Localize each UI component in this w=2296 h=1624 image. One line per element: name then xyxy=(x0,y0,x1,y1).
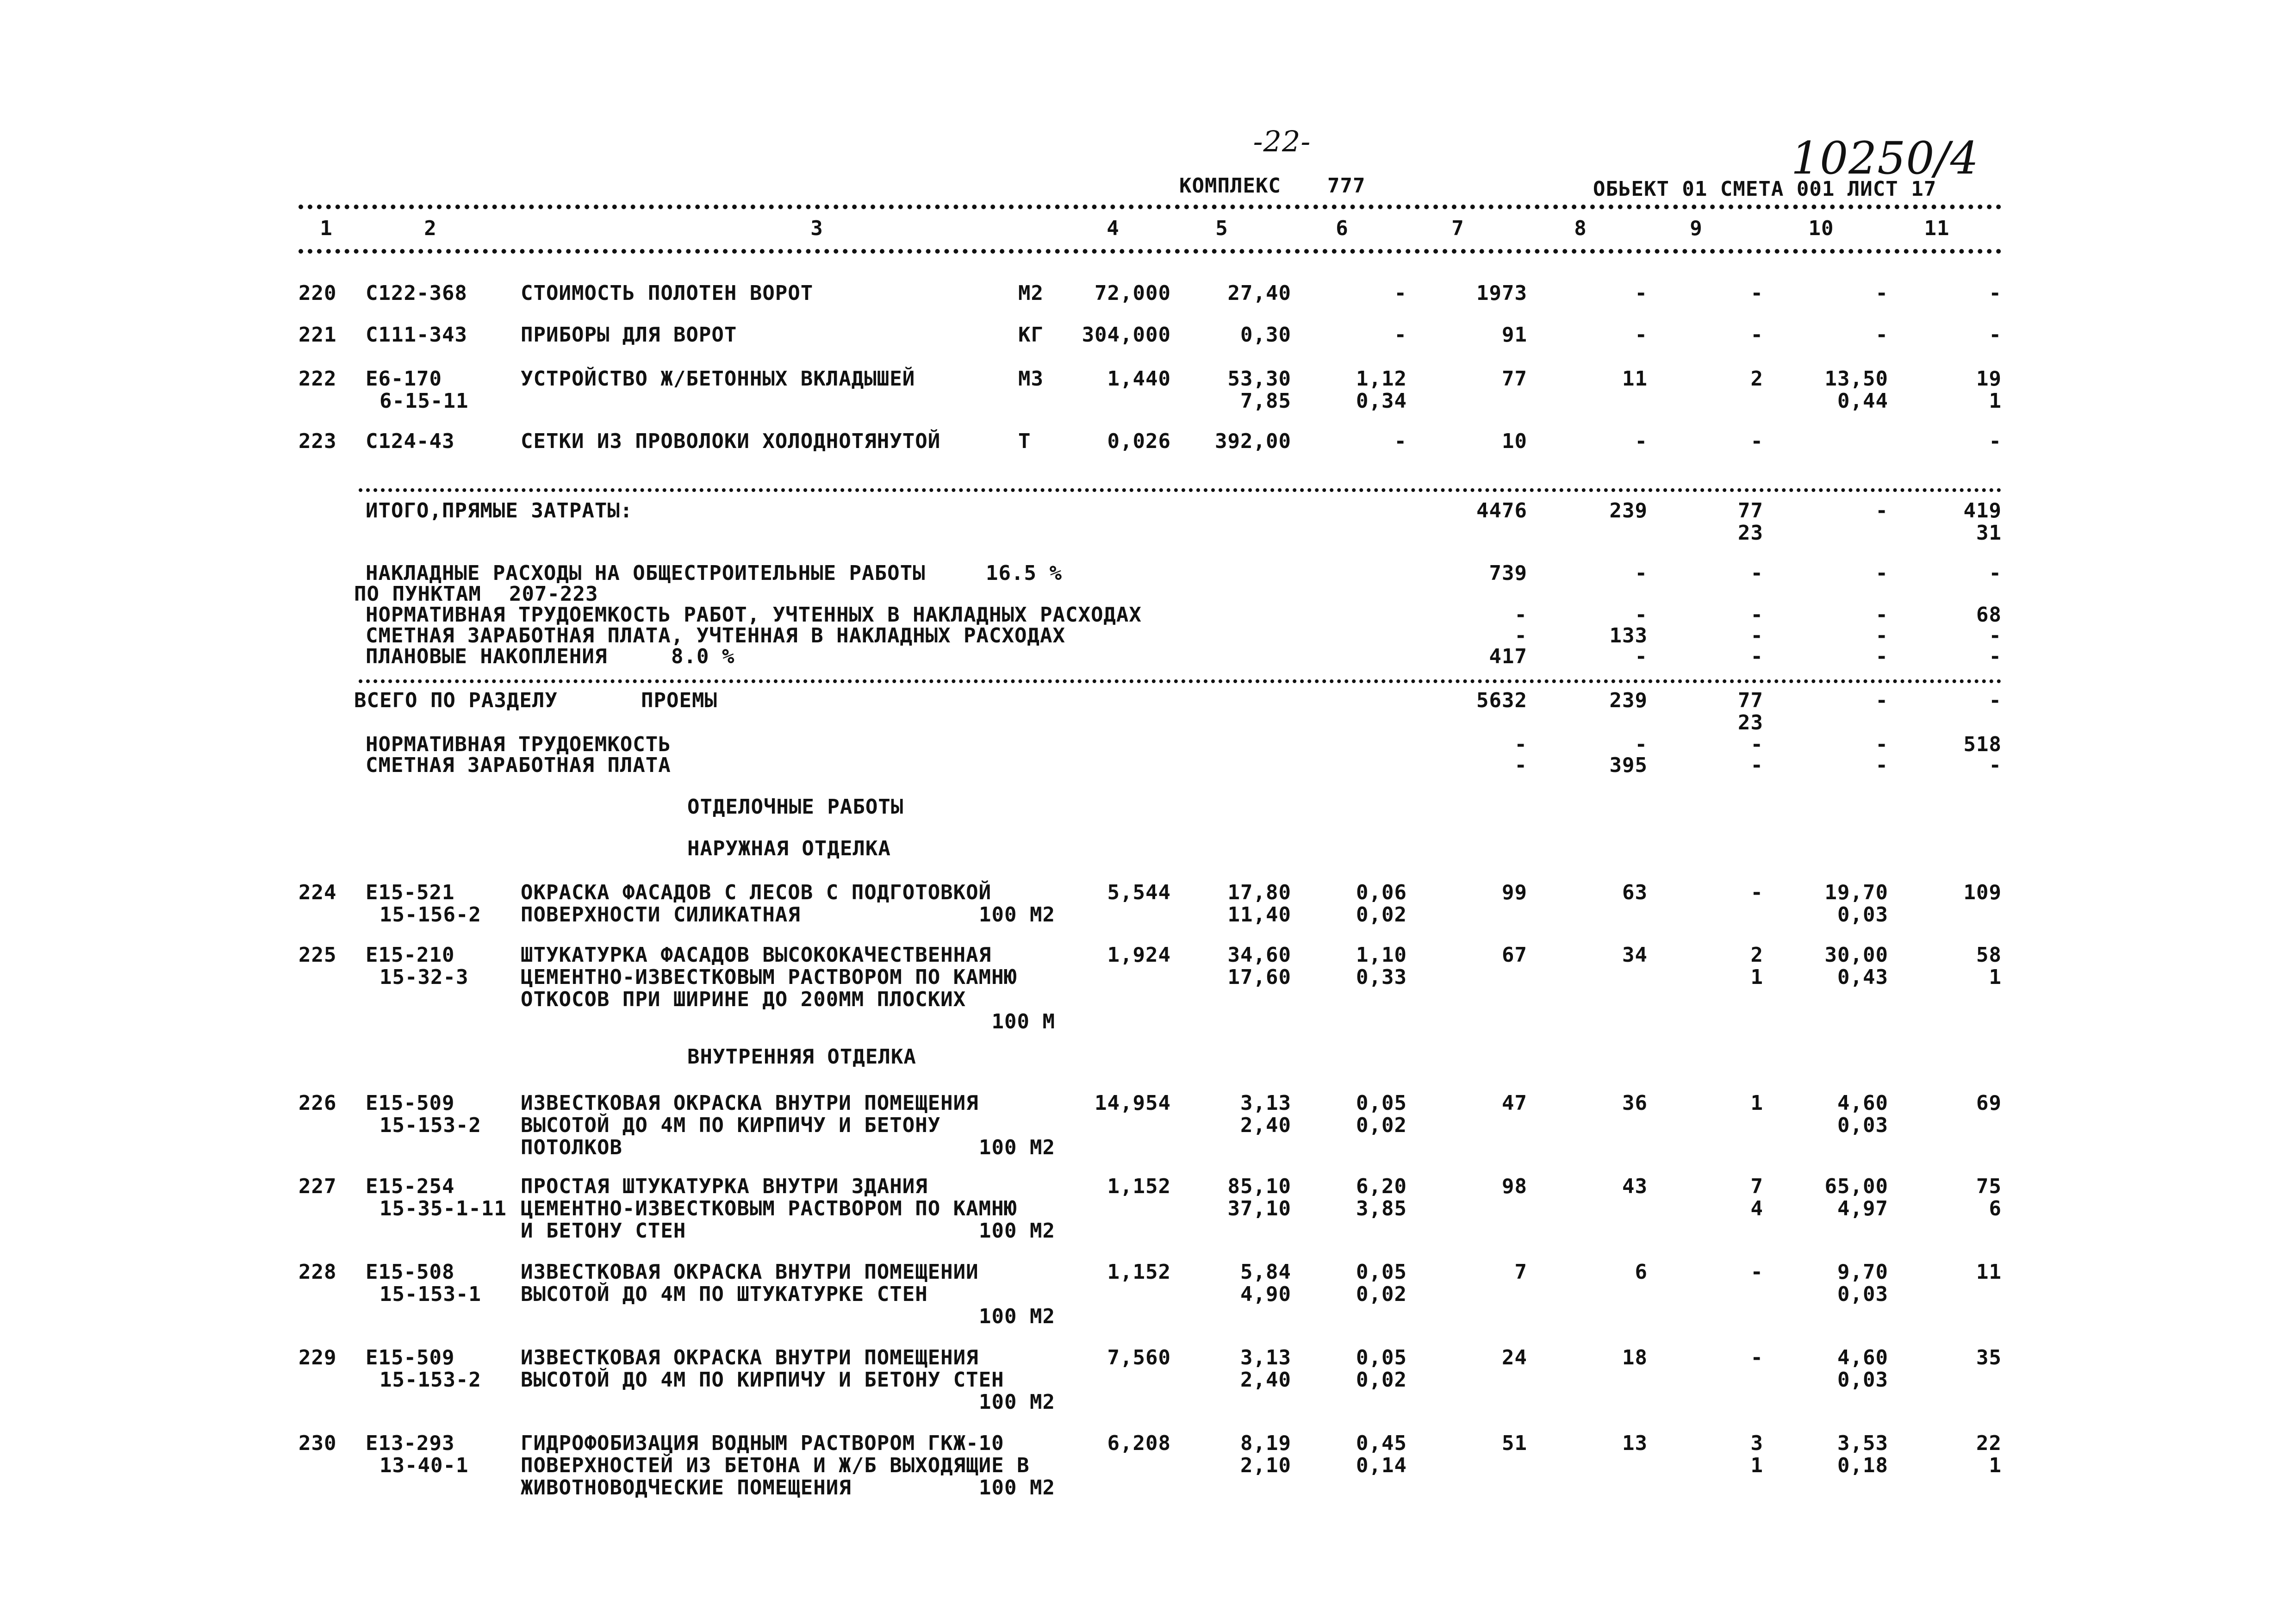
cell-c11: 22 xyxy=(1976,1431,2002,1455)
cell-c11: - xyxy=(1989,624,2002,647)
cell-c8: 43 xyxy=(1622,1175,1648,1198)
cell-c7: - xyxy=(1514,753,1527,777)
cell-c5: 392,00 xyxy=(1215,429,1291,453)
cell-c11: 11 xyxy=(1976,1260,2002,1284)
cell-c9: 4 xyxy=(1750,1197,1763,1220)
cell-c6: 0,02 xyxy=(1356,1114,1407,1137)
cell-c6: 0,05 xyxy=(1356,1260,1407,1284)
quantity: 1,152 xyxy=(1107,1260,1171,1284)
row-number: 222 xyxy=(299,367,337,391)
cell-c8: 395 xyxy=(1609,753,1648,777)
cell-c10: - xyxy=(1875,624,1888,647)
column-header-2: 2 xyxy=(424,217,437,240)
overhead-items-range: 207-223 xyxy=(509,582,598,606)
cell-c5: 34,60 xyxy=(1227,943,1291,967)
cell-c10: - xyxy=(1875,281,1888,305)
cell-c6: 0,02 xyxy=(1356,903,1407,927)
norm-code: С124-43 xyxy=(366,429,455,453)
cell-c6: 0,05 xyxy=(1356,1091,1407,1115)
cell-c8: - xyxy=(1635,323,1648,347)
cell-c9: - xyxy=(1750,1260,1763,1284)
cell-c9: 1 xyxy=(1750,1091,1763,1115)
row-number: 225 xyxy=(299,943,337,967)
cell-c7: 47 xyxy=(1502,1091,1527,1115)
unit: 100 М xyxy=(991,1010,1055,1033)
overhead-percent: 16.5 % xyxy=(986,561,1062,585)
norm-code: Е13-293 xyxy=(366,1431,455,1455)
cell-c8: 6 xyxy=(1635,1260,1648,1284)
cell-c7: 1973 xyxy=(1476,281,1527,305)
work-description: ЖИВОТНОВОДЧЕСКИЕ ПОМЕЩЕНИЯ xyxy=(521,1476,852,1500)
cell-c9: - xyxy=(1750,881,1763,904)
cell-c9: 1 xyxy=(1750,965,1763,989)
cell-c9: - xyxy=(1750,1346,1763,1369)
section-heading-exterior: НАРУЖНАЯ ОТДЕЛКА xyxy=(687,837,891,860)
norm-code: Е15-210 xyxy=(366,943,455,967)
cell-c11: 31 xyxy=(1976,521,2002,545)
cell-c10: 19,70 xyxy=(1824,881,1888,904)
cell-c11: 19 xyxy=(1976,367,2002,391)
dotted-rule-direct-total xyxy=(359,488,2002,492)
cell-c6: - xyxy=(1394,323,1407,347)
work-description: ОКРАСКА ФАСАДОВ С ЛЕСОВ С ПОДГОТОВКОЙ xyxy=(521,881,992,904)
quantity: 1,924 xyxy=(1107,943,1171,967)
column-header-4: 4 xyxy=(1107,217,1120,240)
cell-c11: 6 xyxy=(1989,1197,2002,1220)
quantity: 304,000 xyxy=(1082,323,1171,347)
norm-code: 13-40-1 xyxy=(380,1454,469,1477)
unit: Т xyxy=(1018,429,1031,453)
cell-c9: 2 xyxy=(1750,943,1763,967)
unit: 100 М2 xyxy=(979,1136,1055,1159)
unit: КГ xyxy=(1018,323,1044,347)
cell-c10: 0,03 xyxy=(1837,1282,1888,1306)
cell-c11: 518 xyxy=(1963,733,2002,756)
cell-c8: 18 xyxy=(1622,1346,1648,1369)
cell-c11: - xyxy=(1989,281,2002,305)
work-description: ПРИБОРЫ ДЛЯ ВОРОТ xyxy=(521,323,737,347)
header-rule-top xyxy=(299,205,2002,209)
column-header-11: 11 xyxy=(1924,217,1950,240)
cell-c5: 3,13 xyxy=(1240,1346,1291,1369)
norm-code: Е15-509 xyxy=(366,1346,455,1369)
row-number: 221 xyxy=(299,323,337,347)
cell-c7: 77 xyxy=(1502,367,1527,391)
row-number: 223 xyxy=(299,429,337,453)
norm-code: С122-368 xyxy=(366,281,467,305)
cell-c8: - xyxy=(1635,281,1648,305)
cell-c6: - xyxy=(1394,281,1407,305)
cell-c5: 27,40 xyxy=(1227,281,1291,305)
cell-c6: 1,10 xyxy=(1356,943,1407,967)
quantity: 1,440 xyxy=(1107,367,1171,391)
unit: 100 М2 xyxy=(979,1305,1055,1328)
cell-c10: 0,44 xyxy=(1837,389,1888,413)
cell-c9: - xyxy=(1750,429,1763,453)
planned-savings-percent: 8.0 % xyxy=(671,645,735,668)
work-description: УСТРОЙСТВО Ж/БЕТОННЫХ ВКЛАДЫШЕЙ xyxy=(521,367,915,391)
norm-code: 15-32-3 xyxy=(380,965,469,989)
cell-c5: 17,80 xyxy=(1227,881,1291,904)
cell-c7: 10 xyxy=(1502,429,1527,453)
work-description: СЕТКИ ИЗ ПРОВОЛОКИ ХОЛОДНОТЯНУТОЙ xyxy=(521,429,941,453)
cell-c8: - xyxy=(1635,561,1648,585)
work-description: ГИДРОФОБИЗАЦИЯ ВОДНЫМ РАСТВОРОМ ГКЖ-10 xyxy=(521,1431,1004,1455)
cell-c10: 4,97 xyxy=(1837,1197,1888,1220)
unit: М2 xyxy=(1018,281,1044,305)
complex-number: 777 xyxy=(1327,174,1366,198)
cell-c10: 4,60 xyxy=(1837,1091,1888,1115)
section-heading-finishing: ОТДЕЛОЧНЫЕ РАБОТЫ xyxy=(687,795,904,819)
cell-c6: 0,02 xyxy=(1356,1368,1407,1392)
quantity: 0,026 xyxy=(1107,429,1171,453)
cell-c9: 7 xyxy=(1750,1175,1763,1198)
row-number: 224 xyxy=(299,881,337,904)
work-description: ЦЕМЕНТНО-ИЗВЕСТКОВЫМ РАСТВОРОМ ПО КАМНЮ xyxy=(521,965,1017,989)
overhead-label: НАКЛАДНЫЕ РАСХОДЫ НА ОБЩЕСТРОИТЕЛЬНЫЕ РАБОТЫ xyxy=(366,561,926,585)
row-number: 227 xyxy=(299,1175,337,1198)
cell-c7: 98 xyxy=(1502,1175,1527,1198)
cell-c11: - xyxy=(1989,429,2002,453)
cell-c10: - xyxy=(1875,499,1888,523)
cell-c5: 8,19 xyxy=(1240,1431,1291,1455)
quantity: 72,000 xyxy=(1095,281,1171,305)
work-description: ИЗВЕСТКОВАЯ ОКРАСКА ВНУТРИ ПОМЕЩЕНИИ xyxy=(521,1260,979,1284)
cell-c7: 417 xyxy=(1489,645,1527,668)
unit: М3 xyxy=(1018,367,1044,391)
cell-c10: 30,00 xyxy=(1824,943,1888,967)
cell-c11: - xyxy=(1989,645,2002,668)
dotted-rule-section-total xyxy=(359,679,2002,683)
cell-c10: - xyxy=(1875,733,1888,756)
work-description: ВЫСОТОЙ ДО 4М ПО КИРПИЧУ И БЕТОНУ xyxy=(521,1114,941,1137)
cell-c7: - xyxy=(1514,624,1527,647)
norm-labor-overhead-label: НОРМАТИВНАЯ ТРУДОЕМКОСТЬ РАБОТ, УЧТЕННЫХ В НАКЛАДНЫХ РАСХОДАХ xyxy=(366,603,1142,627)
cell-c10: - xyxy=(1875,561,1888,585)
handwritten-stamp: 10250/4 xyxy=(1791,132,1979,184)
cell-c11: 1 xyxy=(1989,965,2002,989)
quantity: 14,954 xyxy=(1095,1091,1171,1115)
cell-c5: 37,10 xyxy=(1227,1197,1291,1220)
work-description: ЦЕМЕНТНО-ИЗВЕСТКОВЫМ РАСТВОРОМ ПО КАМНЮ xyxy=(521,1197,1017,1220)
cell-c7: - xyxy=(1514,603,1527,627)
cell-c9: 77 xyxy=(1738,689,1763,712)
cell-c7: 24 xyxy=(1502,1346,1527,1369)
work-description: СТОИМОСТЬ ПОЛОТЕН ВОРОТ xyxy=(521,281,814,305)
section-name: ПРОЕМЫ xyxy=(641,689,717,712)
cell-c5: 11,40 xyxy=(1227,903,1291,927)
cell-c9: 77 xyxy=(1738,499,1763,523)
cell-c9: - xyxy=(1750,753,1763,777)
column-header-3: 3 xyxy=(810,217,823,240)
cell-c9: 2 xyxy=(1750,367,1763,391)
column-header-5: 5 xyxy=(1215,217,1228,240)
cell-c5: 2,40 xyxy=(1240,1114,1291,1137)
norm-code: Е15-509 xyxy=(366,1091,455,1115)
cell-c6: 1,12 xyxy=(1356,367,1407,391)
work-description: ВЫСОТОЙ ДО 4М ПО КИРПИЧУ И БЕТОНУ СТЕН xyxy=(521,1368,1004,1392)
cell-c6: 0,05 xyxy=(1356,1346,1407,1369)
quantity: 5,544 xyxy=(1107,881,1171,904)
norm-code: С111-343 xyxy=(366,323,467,347)
cell-c11: - xyxy=(1989,753,2002,777)
cell-c8: 63 xyxy=(1622,881,1648,904)
unit: 100 М2 xyxy=(979,1219,1055,1243)
norm-code: 15-156-2 xyxy=(380,903,481,927)
unit: 100 М2 xyxy=(979,903,1055,927)
cell-c9: - xyxy=(1750,561,1763,585)
norm-code: 15-153-1 xyxy=(380,1282,481,1306)
cell-c7: 91 xyxy=(1502,323,1527,347)
quantity: 1,152 xyxy=(1107,1175,1171,1198)
cell-c10: 0,03 xyxy=(1837,903,1888,927)
cell-c10: 9,70 xyxy=(1837,1260,1888,1284)
cell-c11: 419 xyxy=(1963,499,2002,523)
row-number: 228 xyxy=(299,1260,337,1284)
work-description: ПОВЕРХНОСТЕЙ ИЗ БЕТОНА И Ж/Б ВЫХОДЯЩИЕ В xyxy=(521,1454,1030,1477)
cell-c8: - xyxy=(1635,429,1648,453)
work-description: ОТКОСОВ ПРИ ШИРИНЕ ДО 200ММ ПЛОСКИХ xyxy=(521,988,966,1011)
cell-c9: 23 xyxy=(1738,521,1763,545)
norm-code: 15-153-2 xyxy=(380,1114,481,1137)
cell-c11: - xyxy=(1989,689,2002,712)
cell-c9: 23 xyxy=(1738,711,1763,734)
cell-c6: 3,85 xyxy=(1356,1197,1407,1220)
cell-c7: 99 xyxy=(1502,881,1527,904)
cell-c5: 0,30 xyxy=(1240,323,1291,347)
cell-c10: - xyxy=(1875,753,1888,777)
wage-overhead-label: СМЕТНАЯ ЗАРАБОТНАЯ ПЛАТА, УЧТЕННАЯ В НАКЛАДНЫХ РАСХОДАХ xyxy=(366,624,1065,647)
cell-c10: - xyxy=(1875,603,1888,627)
cell-c10: 13,50 xyxy=(1824,367,1888,391)
row-number: 226 xyxy=(299,1091,337,1115)
section-heading-interior: ВНУТРЕННЯЯ ОТДЕЛКА xyxy=(687,1045,916,1069)
quantity: 7,560 xyxy=(1107,1346,1171,1369)
cell-c5: 2,40 xyxy=(1240,1368,1291,1392)
column-header-8: 8 xyxy=(1574,217,1587,240)
planned-savings-label: ПЛАНОВЫЕ НАКОПЛЕНИЯ xyxy=(366,645,608,668)
cell-c6: 6,20 xyxy=(1356,1175,1407,1198)
cell-c11: - xyxy=(1989,323,2002,347)
cell-c9: - xyxy=(1750,603,1763,627)
cell-c10: 0,03 xyxy=(1837,1368,1888,1392)
norm-code: 6-15-11 xyxy=(380,389,469,413)
work-description: ПРОСТАЯ ШТУКАТУРКА ВНУТРИ ЗДАНИЯ xyxy=(521,1175,928,1198)
column-header-6: 6 xyxy=(1336,217,1349,240)
unit: 100 М2 xyxy=(979,1476,1055,1500)
work-description: ПОТОЛКОВ xyxy=(521,1136,622,1159)
work-description: ВЫСОТОЙ ДО 4М ПО ШТУКАТУРКЕ СТЕН xyxy=(521,1282,928,1306)
norm-code: 15-35-1-11 xyxy=(380,1197,507,1220)
work-description: ИЗВЕСТКОВАЯ ОКРАСКА ВНУТРИ ПОМЕЩЕНИЯ xyxy=(521,1091,979,1115)
cell-c8: - xyxy=(1635,603,1648,627)
norm-code: Е6-170 xyxy=(366,367,442,391)
cell-c8: 133 xyxy=(1609,624,1648,647)
quantity: 6,208 xyxy=(1107,1431,1171,1455)
cell-c5: 4,90 xyxy=(1240,1282,1291,1306)
work-description: И БЕТОНУ СТЕН xyxy=(521,1219,686,1243)
cell-c8: 36 xyxy=(1622,1091,1648,1115)
cell-c5: 7,85 xyxy=(1240,389,1291,413)
cell-c8: 11 xyxy=(1622,367,1648,391)
cell-c5: 85,10 xyxy=(1227,1175,1291,1198)
cell-c11: 1 xyxy=(1989,1454,2002,1477)
cell-c10: 65,00 xyxy=(1824,1175,1888,1198)
cell-c9: - xyxy=(1750,733,1763,756)
cell-c11: 58 xyxy=(1976,943,2002,967)
column-header-10: 10 xyxy=(1808,217,1834,240)
cell-c8: - xyxy=(1635,645,1648,668)
cell-c8: 239 xyxy=(1609,499,1648,523)
norm-code: Е15-508 xyxy=(366,1260,455,1284)
cell-c7: 7 xyxy=(1514,1260,1527,1284)
norm-code: Е15-254 xyxy=(366,1175,455,1198)
column-header-7: 7 xyxy=(1451,217,1464,240)
cell-c9: - xyxy=(1750,645,1763,668)
column-header-1: 1 xyxy=(320,217,333,240)
cell-c7: 4476 xyxy=(1476,499,1527,523)
cell-c5: 2,10 xyxy=(1240,1454,1291,1477)
overhead-items-label: ПО ПУНКТАМ xyxy=(354,582,481,606)
cell-c10: - xyxy=(1875,323,1888,347)
direct-costs-label: ИТОГО,ПРЯМЫЕ ЗАТРАТЫ: xyxy=(366,499,633,523)
unit: 100 М2 xyxy=(979,1390,1055,1414)
cell-c8: 34 xyxy=(1622,943,1648,967)
cell-c11: 69 xyxy=(1976,1091,2002,1115)
cell-c6: 0,45 xyxy=(1356,1431,1407,1455)
cell-c10: 0,18 xyxy=(1837,1454,1888,1477)
cell-c10: 4,60 xyxy=(1837,1346,1888,1369)
cell-c10: 3,53 xyxy=(1837,1431,1888,1455)
cell-c7: 67 xyxy=(1502,943,1527,967)
work-description: ШТУКАТУРКА ФАСАДОВ ВЫСОКОКАЧЕСТВЕННАЯ xyxy=(521,943,992,967)
cell-c8: 239 xyxy=(1609,689,1648,712)
cell-c11: 1 xyxy=(1989,389,2002,413)
cell-c6: 0,34 xyxy=(1356,389,1407,413)
cell-c11: 109 xyxy=(1963,881,2002,904)
cell-c8: 13 xyxy=(1622,1431,1648,1455)
cell-c7: 739 xyxy=(1489,561,1527,585)
norm-code: 15-153-2 xyxy=(380,1368,481,1392)
cell-c10: 0,03 xyxy=(1837,1114,1888,1137)
cell-c10: - xyxy=(1875,689,1888,712)
row-number: 229 xyxy=(299,1346,337,1369)
cell-c6: 0,33 xyxy=(1356,965,1407,989)
cell-c5: 17,60 xyxy=(1227,965,1291,989)
section-total-label: ВСЕГО ПО РАЗДЕЛУ xyxy=(354,689,558,712)
cell-c5: 5,84 xyxy=(1240,1260,1291,1284)
row-number: 230 xyxy=(299,1431,337,1455)
cell-c7: - xyxy=(1514,733,1527,756)
cell-c9: - xyxy=(1750,624,1763,647)
cell-c6: 0,02 xyxy=(1356,1282,1407,1306)
row-number: 220 xyxy=(299,281,337,305)
cell-c6: 0,06 xyxy=(1356,881,1407,904)
column-header-9: 9 xyxy=(1690,217,1703,240)
cell-c11: - xyxy=(1989,561,2002,585)
cell-c9: - xyxy=(1750,281,1763,305)
page-number: -22- xyxy=(1253,124,1311,158)
work-description: ПОВЕРХНОСТИ СИЛИКАТНАЯ xyxy=(521,903,801,927)
cell-c9: - xyxy=(1750,323,1763,347)
object-estimate-sheet: ОБЬЕКТ 01 СМЕТА 001 ЛИСТ 17 xyxy=(1593,177,1937,201)
norm-code: Е15-521 xyxy=(366,881,455,904)
cell-c11: 68 xyxy=(1976,603,2002,627)
cell-c7: 5632 xyxy=(1476,689,1527,712)
cell-c5: 53,30 xyxy=(1227,367,1291,391)
cell-c10: - xyxy=(1875,645,1888,668)
work-description: ИЗВЕСТКОВАЯ ОКРАСКА ВНУТРИ ПОМЕЩЕНИЯ xyxy=(521,1346,979,1369)
cell-c10: 0,43 xyxy=(1837,965,1888,989)
cell-c5: 3,13 xyxy=(1240,1091,1291,1115)
cell-c6: - xyxy=(1394,429,1407,453)
complex-label: КОМПЛЕКС xyxy=(1179,174,1281,198)
cell-c11: 75 xyxy=(1976,1175,2002,1198)
norm-labor-label: НОРМАТИВНАЯ ТРУДОЕМКОСТЬ xyxy=(366,733,671,756)
cell-c7: 51 xyxy=(1502,1431,1527,1455)
cell-c9: 1 xyxy=(1750,1454,1763,1477)
header-rule-bottom xyxy=(299,249,2002,254)
cell-c8: - xyxy=(1635,733,1648,756)
cell-c11: 35 xyxy=(1976,1346,2002,1369)
estimated-wage-label: СМЕТНАЯ ЗАРАБОТНАЯ ПЛАТА xyxy=(366,753,671,777)
cell-c6: 0,14 xyxy=(1356,1454,1407,1477)
cell-c9: 3 xyxy=(1750,1431,1763,1455)
